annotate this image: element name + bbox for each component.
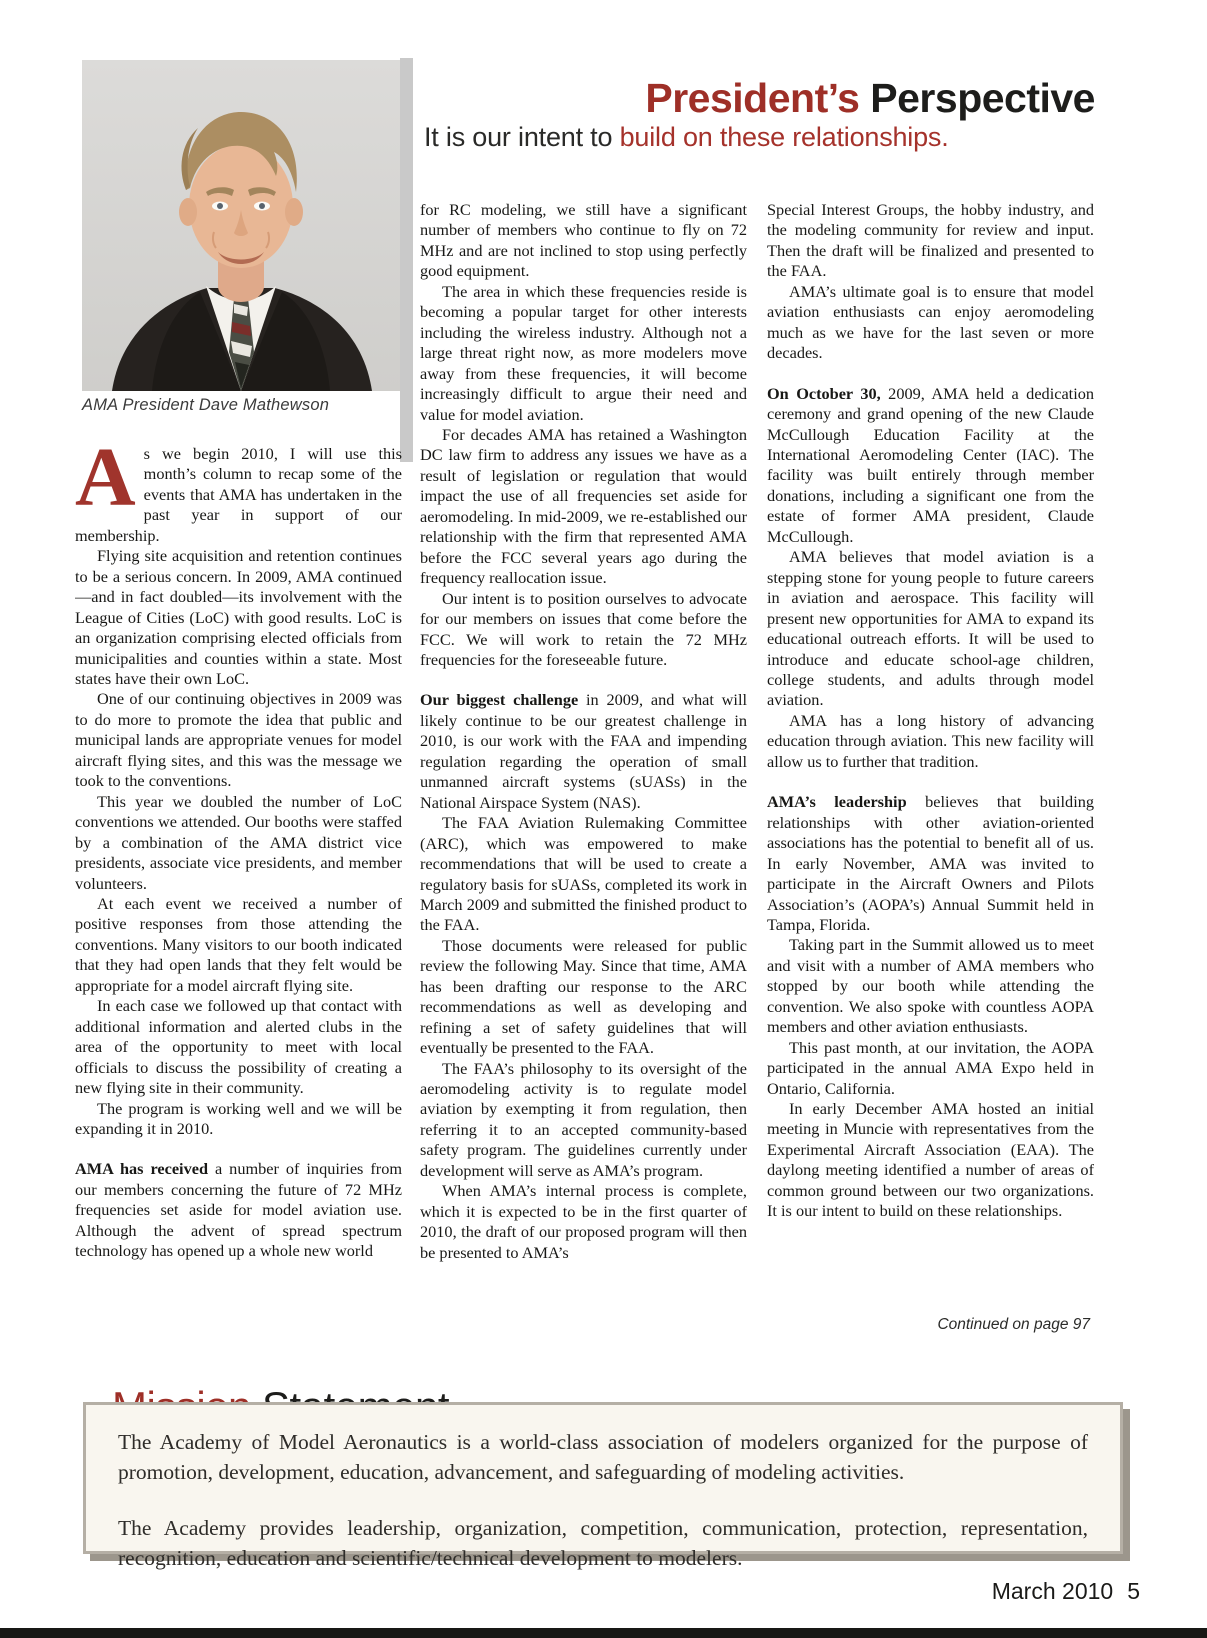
article-column-2 xyxy=(420,200,747,1316)
paragraph: One of our continuing objectives in 2009 was to do more to promote the idea that public and municipal lands are appropriate venues for model aircraft flying sites, and this was the message we took to the conventions. xyxy=(75,689,402,791)
mission-paragraph: The Academy provides leadership, organization, competition, communication, protection, representation, recognition, education and scientific/technical development to modelers. xyxy=(118,1516,1088,1570)
paragraph: Those documents were released for public review the following May. Since that time, AMA has been drafting our response to the ARC recommendations as well as developing and refining a set of safety guidelines that will eventually be presented to the FAA. xyxy=(420,935,747,1058)
paragraph-lead: AMA’s leadership xyxy=(767,792,907,812)
page-title-red: President’s xyxy=(645,75,860,122)
paragraph: Flying site acquisition and retention continues to be a serious concern. In 2009, AMA continued—and in fact doubled—its involvement with the League of Cities (LoC) with good results. LoC is an organization comprising elected officials from municipalities and counties within a state. Most states have their own LoC. xyxy=(75,546,402,688)
paragraph: This year we doubled the number of LoC conventions we attended. Our booths were staffed by a combination of the AMA district vice presidents, associate vice presidents, and member volunteers. xyxy=(75,791,402,893)
deck-line xyxy=(424,122,949,153)
paragraph: The program is working well and we will be expanding it in 2010. xyxy=(75,1098,402,1138)
paragraph-text: 2009, AMA held a dedication ceremony and grand opening of the new Claude McCullough Education Facility at the International Aeromodeling Center (IAC). The facility was built entirely through member donations, including a significant one from the estate of former AMA president, Claude McCullough. xyxy=(767,383,1094,546)
photo-caption: AMA President Dave Mathewson xyxy=(82,396,330,414)
mission-paragraph: The Academy of Model Aeronautics is a world-class association of modelers organized for the purpose of promotion, development, education, advancement, and safeguarding of modeling activities. xyxy=(118,1430,1088,1484)
paragraph-text: believes that building relationships with other aviation-oriented associations has the potential to benefit all of us. In early November, AMA was invited to participate in the Aircraft Owners and Pilots Association’s (AOPA’s) Annual Summit held in Tampa, Florida. xyxy=(767,792,1094,934)
page-number: 5 xyxy=(1127,1578,1140,1604)
paragraph: In early December AMA hosted an initial meeting in Muncie with representatives from the Experimental Aircraft Association (EAA). The daylong meeting identified a number of areas of common ground between our two organizations. It is our intent to build on these relationships. xyxy=(767,1099,1094,1221)
deck-black: It is our intent to xyxy=(424,122,620,152)
president-photo xyxy=(82,60,400,391)
paragraph: The area in which these frequencies reside is becoming a popular target for other interests including the wireless industry. Although not a large threat right now, as more modelers move away from these frequencies, it will become increasingly difficult to argue their need and value for model aviation. xyxy=(420,281,747,424)
page-folio xyxy=(992,1578,1140,1605)
paragraph: for RC modeling, we still have a significant number of members who continue to fly on 72 MHz and are not inclined to stop using perfectly good equipment. xyxy=(420,200,747,281)
deck-red: build on these relationships. xyxy=(619,122,949,152)
paragraph xyxy=(75,1159,402,1261)
paragraph-lead: AMA has received xyxy=(75,1159,209,1179)
bottom-rule-bar xyxy=(0,1628,1207,1638)
paragraph: The FAA Aviation Rulemaking Committee (ARC), which was empowered to make recommendations that will be used to create a regulatory basis for sUASs, completed its work in March 2009 and submitted the finished product to the FAA. xyxy=(420,813,747,935)
paragraph: In each case we followed up that contact with additional information and alerted clubs in the area of the opportunity to meet with local officials to discuss the possibility of creating a new flying site in their community. xyxy=(75,996,402,1098)
paragraph-lead: On October 30, xyxy=(767,383,881,403)
paragraph-text: a number of inquiries from our members concerning the future of 72 MHz frequencies set aside for model aviation use. Although the advent of spread spectrum technology has opened up a whole new world xyxy=(75,1159,402,1261)
paragraph: AMA has a long history of advancing education through aviation. This new facility will allow us to further that tradition. xyxy=(767,710,1094,771)
paragraph-text: in 2009, and what will likely continue to be our greatest challenge in 2010, is our work with the FAA and impending regulation regarding the operation of small unmanned aircraft systems (sUASs) in the National Airspace System (NAS). xyxy=(420,690,747,812)
paragraph-text: s we begin 2010, I will use this month’s column to recap some of the events that AMA has undertaken in the past year in support of our membership. xyxy=(75,444,402,545)
paragraph: AMA’s ultimate goal is to ensure that model aviation enthusiasts can enjoy aeromodeling much as we have for the last seven or more decades. xyxy=(767,281,1094,363)
paragraph: The FAA’s philosophy to its oversight of the aeromodeling activity is to regulate model aviation by exempting it from regulation, then referring it to an accepted community-based safety program. The guidelines currently under development will serve as AMA’s program. xyxy=(420,1058,747,1180)
paragraph: At each event we received a number of positive responses from those attending the conventions. Many visitors to our booth indicated that they had open lands that they felt would be appropriate for a model aircraft flying site. xyxy=(75,893,402,995)
page-title xyxy=(645,75,1095,122)
issue-date: March 2010 xyxy=(991,1578,1114,1604)
paragraph: For decades AMA has retained a Washington DC law firm to address any issues we have as a result of legislation or regulation that would impact the use of all frequencies set aside for aeromodeling. In mid-2009, we re-established our relationship with the firm that represented AMA before the FCC several years ago during the frequency reallocation issue. xyxy=(420,424,747,588)
paragraph: AMA believes that model aviation is a stepping stone for young people to future careers in aviation and aerospace. This facility will present new opportunities for AMA to expand its educational outreach efforts. It will be used to introduce and educate school-age children, college students, and adults through model aviation. xyxy=(767,547,1094,710)
paragraph: Our intent is to position ourselves to advocate for our members on issues that come before the FCC. We will work to retain the 72 MHz frequencies for the foreseeable future. xyxy=(420,588,747,669)
continued-note: Continued on page 97 xyxy=(937,1316,1090,1333)
portrait-illustration xyxy=(82,60,400,391)
paragraph: When AMA’s internal process is complete, which it is expected to be in the first quarter of 2010, the draft of our proposed program will then be presented to AMA’s xyxy=(420,1181,747,1262)
paragraph: This past month, at our invitation, the AOPA participated in the annual AMA Expo held in Ontario, California. xyxy=(767,1037,1094,1098)
paragraph xyxy=(767,792,1094,935)
paragraph-lead: Our biggest challenge xyxy=(420,690,579,710)
article-column-1 xyxy=(75,444,402,1316)
article-column-3 xyxy=(767,200,1094,1316)
paragraph: Special Interest Groups, the hobby industry, and the modeling community for review and input. Then the draft will be finalized and presented to the FAA. xyxy=(767,200,1094,281)
mission-statement-box xyxy=(83,1402,1123,1570)
paragraph xyxy=(420,690,747,813)
drop-cap: A xyxy=(75,444,136,524)
page-title-black: Perspective xyxy=(859,75,1095,122)
paragraph: Taking part in the Summit allowed us to meet and visit with a number of AMA members who stopped by our booth while attending the convention. We also spoke with countless AOPA members and other aviation enthusiasts. xyxy=(767,935,1094,1037)
paragraph xyxy=(767,384,1094,548)
paragraph xyxy=(75,444,402,546)
